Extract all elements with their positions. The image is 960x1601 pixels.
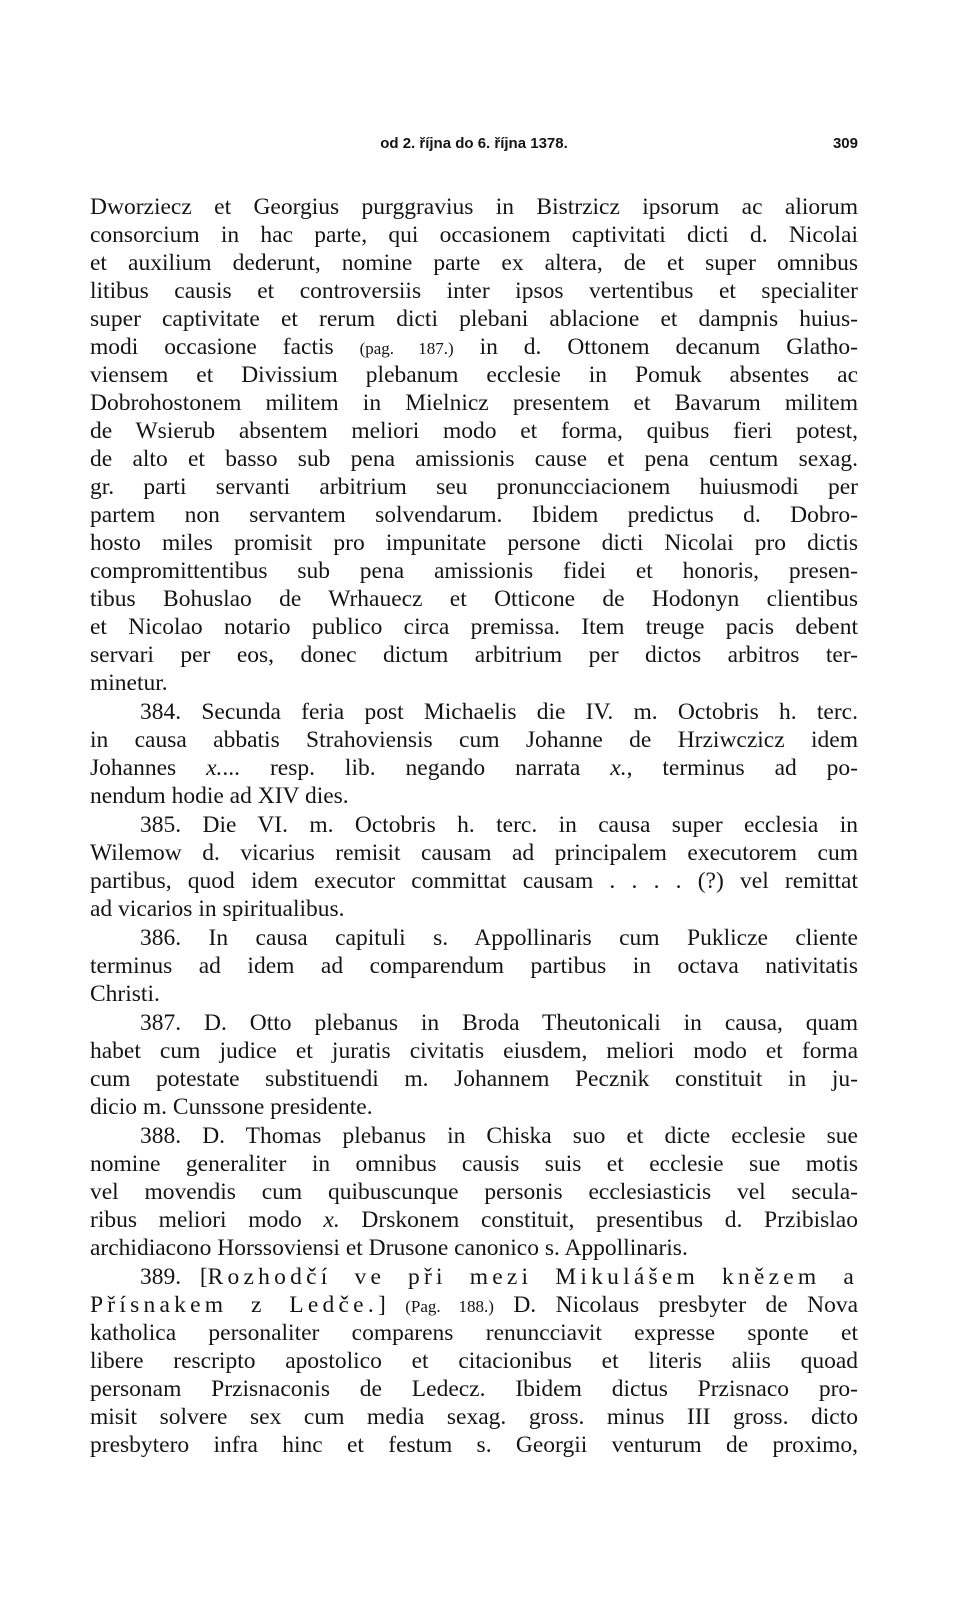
text-line: katholica personaliter comparens renuncciavit expresse sponte et [90,1320,858,1346]
text-line: terminus ad idem ad comparendum partibus in octava nativitatis [90,953,858,979]
text-line: hosto miles promisit pro impunitate persone dicti Nicolai pro dictis [90,530,858,556]
text-line: misit solvere sex cum media sexag. gross. minus III gross. dicto [90,1404,858,1430]
text-line: partibus, quod idem executor committat causam . . . . (?) vel remittat [90,868,858,894]
text-line: tibus Bohuslao de Wrhauecz et Otticone de Hodonyn clientibus [90,586,858,612]
text-line: habet cum judice et juratis civitatis eiusdem, meliori modo et forma [90,1038,858,1064]
text-line: ribus meliori modo x. Drskonem constituit, presentibus d. Przibislao [90,1207,858,1233]
text-line: servari per eos, donec dictum arbitrium per dictos arbitros ter- [90,642,858,668]
text-line: Dobrohostonem militem in Mielnicz presentem et Bavarum militem [90,390,858,416]
text-line: in causa abbatis Strahoviensis cum Johanne de Hrziwczicz idem [90,727,858,753]
text-line: compromittentibus sub pena amissionis fidei et honoris, presen- [90,558,858,584]
entry-385: 385. Die VI. m. Octobris h. terc. in causa super ecclesia in [140,812,858,838]
text-line: consorcium in hac parte, qui occasionem captivitati dicti d. Nicolai [90,222,858,248]
text-line: nomine generaliter in omnibus causis suis et ecclesie sue motis [90,1151,858,1177]
entry-384: 384. Secunda feria post Michaelis die IV. m. Octobris h. terc. [140,699,858,725]
text-line: cum potestate substituendi m. Johannem Pecznik constituit in ju- [90,1066,858,1092]
text-line: presbytero infra hinc et festum s. Georgii venturum de proximo, [90,1432,858,1458]
text-line: partem non servantem solvendarum. Ibidem predictus d. Dobro- [90,502,858,528]
text-line: litibus causis et controversiis inter ipsos vertentibus et specialiter [90,278,858,304]
running-head [90,135,858,163]
page-reference: (pag. 187.) [359,339,454,358]
text-line: archidiacono Horssoviensi et Drusone canonico s. Appollinaris. [90,1235,688,1261]
text-line: gr. parti servanti arbitrium seu pronuncciacionem huiusmodi per [90,474,858,500]
entry-387: 387. D. Otto plebanus in Broda Theutonicali in causa, quam [140,1010,858,1036]
text-line: Christi. [90,981,160,1007]
entry-386: 386. In causa capituli s. Appollinaris cum Puklicze cliente [140,925,858,951]
entry-389: 389. [Rozhodčí ve při mezi Mikulášem knězem a [140,1264,858,1290]
czech-heading: Rozhodčí ve při mezi Mikulášem knězem a [207,1264,858,1290]
text-line: personam Przisnaconis de Ledecz. Ibidem dictus Przisnaco pro- [90,1376,858,1402]
text-line: de alto et basso sub pena amissionis cause et pena centum sexag. [90,446,858,472]
text-line: ad vicarios in spiritualibus. [90,896,345,922]
text-line: Přísnakem z Ledče.] (Pag. 188.) D. Nicolaus presbyter de Nova [90,1292,858,1318]
text-line: vel movendis cum quibuscunque personis ecclesiasticis vel secula- [90,1179,858,1205]
text-line: super captivitate et rerum dicti plebani ablacione et dampnis huius- [90,306,858,332]
text-line: modi occasione factis (pag. 187.) in d. Ottonem decanum Glatho- [90,334,858,360]
text-line: et auxilium dederunt, nomine parte ex altera, de et super omnibus [90,250,858,276]
text-line: viensem et Divissium plebanum ecclesie in Pomuk absentes ac [90,362,858,388]
text-line: libere rescripto apostolico et citacionibus et literis aliis quoad [90,1348,858,1374]
text-line: Johannes x.... resp. lib. negando narrata x., terminus ad po- [90,755,858,781]
text-line: minetur. [90,670,168,696]
text-line: Wilemow d. vicarius remisit causam ad principalem executorem cum [90,840,858,866]
entry-388: 388. D. Thomas plebanus in Chiska suo et dicte ecclesie sue [140,1123,858,1149]
running-head-title: od 2. října do 6. října 1378. [380,135,568,152]
page-number: 309 [832,135,858,152]
czech-heading: Přísnakem z Ledče. [90,1292,378,1318]
page-reference: (Pag. 188.) [405,1297,494,1316]
text-line: de Wsierub absentem meliori modo et forma, quibus fieri potest, [90,418,858,444]
text-line: Dworziecz et Georgius purggravius in Bistrzicz ipsorum ac aliorum [90,194,858,220]
text-line: dicio m. Cunssone presidente. [90,1094,373,1120]
text-line: nendum hodie ad XIV dies. [90,783,349,809]
text-line: et Nicolao notario publico circa premissa. Item treuge pacis debent [90,614,858,640]
